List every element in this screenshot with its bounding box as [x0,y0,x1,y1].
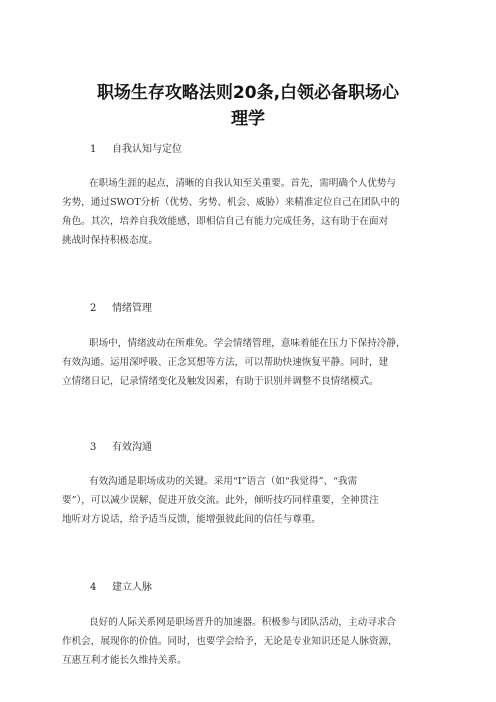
section-title: 自我认知与定位 [112,144,182,155]
paragraph-line: 作机会，展现你的价值。同时，也要学会给予，无论是专业知识还是人脉资源， [62,636,398,647]
section-heading [62,143,462,157]
section-2 [62,302,462,391]
section-number: 3 [90,442,97,453]
section-heading [62,441,462,455]
paragraph-line: 职场中，情绪波动在所难免。学会情绪管理，意味着能在压力下保持冷静， [89,338,406,349]
section-paragraph [62,174,462,250]
paragraph-line: 劣势，通过SWOT分析（优势、劣势、机会、威胁）来精准定位自己在团队中的 [62,197,400,208]
paragraph-line: 挑战时保持积极态度。 [62,235,158,246]
page-title [60,80,436,132]
section-1 [62,143,462,250]
paragraph-line: 良好的人际关系网是职场晋升的加速器。积极参与团队活动，主动寻求合 [89,617,396,628]
title-line-2: 理学 [231,109,265,129]
paragraph-line: 有效沟通是职场成功的关键。采用“I”语言（如“我觉得”、“我需 [89,476,358,487]
paragraph-line: 立情绪日记，记录情绪变化及触发因素，有助于识别并调整不良情绪模式。 [62,376,379,387]
section-3 [62,441,462,529]
paragraph-line: 地听对方说话，给予适当反馈，能增强彼此间的信任与尊重。 [62,514,322,525]
title-line-1: 职场生存攻略法则20条,白领必备职场心 [96,83,400,103]
section-paragraph [62,334,462,391]
section-number: 1 [90,144,97,155]
paragraph-line: 在职场生涯的起点，清晰的自我认知至关重要。首先，需明确个人优势与 [89,178,396,189]
section-number: 2 [90,303,97,314]
paragraph-line: 角色。其次，培养自我效能感，即相信自己有能力完成任务，这有助于在面对 [62,216,389,227]
section-paragraph [62,613,462,670]
paragraph-line: 有效沟通。运用深呼吸、正念冥想等方法，可以帮助快速恢复平静。同时，建 [62,357,389,368]
section-heading [62,302,462,316]
section-number: 4 [90,582,97,593]
paragraph-line: 要”），可以减少误解，促进开放交流。此外，倾听技巧同样重要，全神贯注 [62,495,379,506]
section-4 [62,581,462,670]
section-heading [62,581,462,595]
paragraph-line: 互惠互利才能长久维持关系。 [62,655,187,666]
section-title: 建立人脉 [112,582,152,593]
section-paragraph [62,472,462,529]
section-title: 情绪管理 [112,303,152,314]
section-title: 有效沟通 [112,442,152,453]
